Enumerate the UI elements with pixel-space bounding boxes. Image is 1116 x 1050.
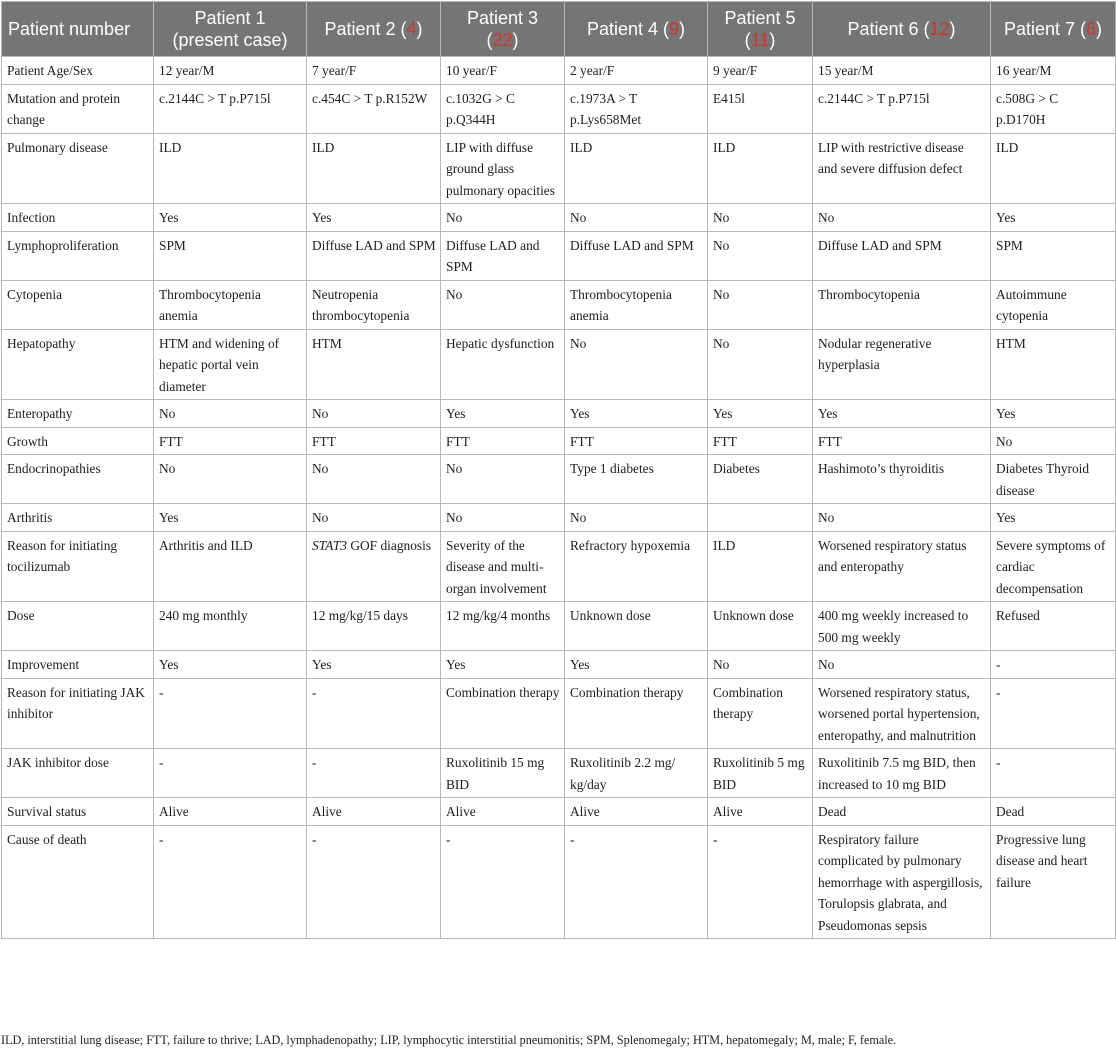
table-cell: Dead xyxy=(813,798,991,826)
table-cell: HTM xyxy=(991,329,1116,400)
row-label: Growth xyxy=(2,427,154,455)
row-label: Dose xyxy=(2,602,154,651)
table-row xyxy=(2,204,1116,232)
table-cell: FTT xyxy=(441,427,565,455)
header-patient-6 xyxy=(813,2,991,57)
table-cell: - xyxy=(307,749,441,798)
table-cell: Nodular regenerative hyperplasia xyxy=(813,329,991,400)
table-cell: Progressive lung disease and heart failure xyxy=(991,825,1116,939)
table-row xyxy=(2,84,1116,133)
table-cell: ILD xyxy=(565,133,708,204)
table-cell: Ruxolitinib 2.2 mg/ kg/day xyxy=(565,749,708,798)
patient-comparison-table xyxy=(1,1,1116,939)
table-cell: Dead xyxy=(991,798,1116,826)
table-cell: c.2144C > T p.P715l xyxy=(813,84,991,133)
header-paren: ( xyxy=(486,30,493,50)
table-cell: FTT xyxy=(154,427,307,455)
gene-name: STAT3 xyxy=(312,537,347,553)
table-cell: Unknown dose xyxy=(565,602,708,651)
table-cell: ILD xyxy=(991,133,1116,204)
table-cell: c.454C > T p.R152W xyxy=(307,84,441,133)
header-patient-4 xyxy=(565,2,708,57)
table-row xyxy=(2,57,1116,85)
table-cell: Combination therapy xyxy=(565,678,708,749)
table-cell: - xyxy=(154,678,307,749)
header-paren: ) xyxy=(416,19,423,39)
table-cell: Worsened respiratory status, worsened portal hypertension, enteropathy, and malnutrition xyxy=(813,678,991,749)
table-cell: Yes xyxy=(154,204,307,232)
table-cell: Combination therapy xyxy=(708,678,813,749)
table-cell: HTM xyxy=(307,329,441,400)
table-cell: 15 year/M xyxy=(813,57,991,85)
table-cell: No xyxy=(708,204,813,232)
table-cell: 12 mg/kg/15 days xyxy=(307,602,441,651)
table-cell xyxy=(708,504,813,532)
table-row xyxy=(2,504,1116,532)
table-cell: FTT xyxy=(708,427,813,455)
table-row xyxy=(2,329,1116,400)
row-label: Reason for initiating tocilizumab xyxy=(2,531,154,602)
reference-link[interactable]: 22 xyxy=(492,30,513,50)
table-cell: No xyxy=(441,455,565,504)
table-cell: 16 year/M xyxy=(991,57,1116,85)
table-cell: - xyxy=(307,678,441,749)
row-label: Improvement xyxy=(2,651,154,679)
table-row xyxy=(2,825,1116,939)
table-cell: - xyxy=(565,825,708,939)
table-cell: c.2144C > T p.P715l xyxy=(154,84,307,133)
reference-link[interactable]: 6 xyxy=(1086,19,1097,39)
header-patient-4-main: Patient 4 ( xyxy=(586,19,670,39)
header-patient-2 xyxy=(307,2,441,57)
row-label: Endocrinopathies xyxy=(2,455,154,504)
table-row xyxy=(2,427,1116,455)
row-label: Survival status xyxy=(2,798,154,826)
reference-link[interactable]: 9 xyxy=(669,19,680,39)
table-cell: Yes xyxy=(441,651,565,679)
table-cell: - xyxy=(991,651,1116,679)
row-label: Pulmonary disease xyxy=(2,133,154,204)
table-cell: 240 mg monthly xyxy=(154,602,307,651)
table-cell: No xyxy=(154,455,307,504)
table-row xyxy=(2,231,1116,280)
table-cell: No xyxy=(565,329,708,400)
row-label: Lymphoproliferation xyxy=(2,231,154,280)
table-cell: c.508G > C p.D170H xyxy=(991,84,1116,133)
table-cell: SPM xyxy=(991,231,1116,280)
table-cell: Hepatic dysfunction xyxy=(441,329,565,400)
table-cell: Alive xyxy=(565,798,708,826)
header-patient-7-main: Patient 7 ( xyxy=(1003,19,1087,39)
header-patient-1 xyxy=(154,2,307,57)
table-cell: Unknown dose xyxy=(708,602,813,651)
row-label: Reason for initiating JAK inhibitor xyxy=(2,678,154,749)
header-paren: ) xyxy=(512,30,519,50)
header-paren: ( xyxy=(744,30,751,50)
reference-link[interactable]: 4 xyxy=(406,19,417,39)
table-cell: FTT xyxy=(813,427,991,455)
table-cell: No xyxy=(307,400,441,428)
table-row xyxy=(2,455,1116,504)
header-paren: ) xyxy=(769,30,776,50)
table-row xyxy=(2,678,1116,749)
table-cell: LIP with diffuse ground glass pulmonary opacities xyxy=(441,133,565,204)
table-cell: Hashimoto’s thyroiditis xyxy=(813,455,991,504)
table-cell: E415l xyxy=(708,84,813,133)
table-cell: No xyxy=(307,455,441,504)
table-cell: 9 year/F xyxy=(708,57,813,85)
table-cell: Severity of the disease and multi-organ involvement xyxy=(441,531,565,602)
table-cell: Combination therapy xyxy=(441,678,565,749)
table-cell: No xyxy=(813,204,991,232)
row-label: Hepatopathy xyxy=(2,329,154,400)
table-cell: Ruxolitinib 15 mg BID xyxy=(441,749,565,798)
table-cell: LIP with restrictive disease and severe diffusion defect xyxy=(813,133,991,204)
table-cell: Yes xyxy=(813,400,991,428)
table-cell: Refractory hypoxemia xyxy=(565,531,708,602)
table-cell: - xyxy=(708,825,813,939)
table-cell: No xyxy=(813,504,991,532)
table-cell: - xyxy=(441,825,565,939)
row-label: Enteropathy xyxy=(2,400,154,428)
header-paren: ) xyxy=(949,19,956,39)
table-cell: Ruxolitinib 7.5 mg BID, then increased to 10 mg BID xyxy=(813,749,991,798)
table-cell: Yes xyxy=(708,400,813,428)
table-cell: c.1032G > C p.Q344H xyxy=(441,84,565,133)
header-patient-6-main: Patient 6 ( xyxy=(847,19,930,39)
table-cell: Respiratory failure complicated by pulmonary hemorrhage with aspergillosis, Torulopsis glabrata, and Pseudomonas sepsis xyxy=(813,825,991,939)
table-cell: - xyxy=(307,825,441,939)
table-cell: Yes xyxy=(565,651,708,679)
table-row xyxy=(2,280,1116,329)
table-cell: - xyxy=(991,678,1116,749)
table-cell: Thrombocytopenia anemia xyxy=(154,280,307,329)
table-cell: Alive xyxy=(307,798,441,826)
table-cell: No xyxy=(813,651,991,679)
row-label: JAK inhibitor dose xyxy=(2,749,154,798)
table-row xyxy=(2,531,1116,602)
table-cell: Autoimmune cytopenia xyxy=(991,280,1116,329)
table-cell: ILD xyxy=(708,133,813,204)
table-cell: ILD xyxy=(154,133,307,204)
table-cell: No xyxy=(991,427,1116,455)
table-cell: Alive xyxy=(154,798,307,826)
table-cell: 12 mg/kg/4 months xyxy=(441,602,565,651)
header-paren: ) xyxy=(1096,19,1103,39)
reference-link[interactable]: 11 xyxy=(750,30,770,50)
table-cell: - xyxy=(991,749,1116,798)
table-cell: Alive xyxy=(708,798,813,826)
table-cell: No xyxy=(441,204,565,232)
table-cell: Yes xyxy=(991,400,1116,428)
row-label: Mutation and protein change xyxy=(2,84,154,133)
table-cell: Yes xyxy=(441,400,565,428)
table-cell: - xyxy=(154,749,307,798)
table-cell: Ruxolitinib 5 mg BID xyxy=(708,749,813,798)
header-patient-2-main: Patient 2 ( xyxy=(324,19,407,39)
table-row xyxy=(2,400,1116,428)
table-cell: Yes xyxy=(565,400,708,428)
header-patient-1-sub: (present case) xyxy=(172,30,288,50)
header-patient-1-main: Patient 1 xyxy=(194,8,266,28)
table-cell: Yes xyxy=(154,504,307,532)
table-cell: 400 mg weekly increased to 500 mg weekly xyxy=(813,602,991,651)
table-cell: Yes xyxy=(307,204,441,232)
table-cell: FTT xyxy=(565,427,708,455)
table-cell: No xyxy=(565,504,708,532)
header-row xyxy=(2,2,1116,57)
table-cell: No xyxy=(307,504,441,532)
table-cell: Yes xyxy=(307,651,441,679)
header-row-label: Patient number xyxy=(2,2,154,57)
table-cell: Neutropenia thrombocytopenia xyxy=(307,280,441,329)
table-cell: Worsened respiratory status and enteropathy xyxy=(813,531,991,602)
row-label: Patient Age/Sex xyxy=(2,57,154,85)
table-cell: Severe symptoms of cardiac decompensation xyxy=(991,531,1116,602)
table-cell: Refused xyxy=(991,602,1116,651)
table-cell: No xyxy=(708,231,813,280)
table-cell: 2 year/F xyxy=(565,57,708,85)
header-patient-3 xyxy=(441,2,565,57)
table-row xyxy=(2,602,1116,651)
table-cell: 10 year/F xyxy=(441,57,565,85)
table-cell: Diffuse LAD and SPM xyxy=(813,231,991,280)
table-cell: No xyxy=(441,280,565,329)
row-label: Cytopenia xyxy=(2,280,154,329)
table-footnote: ILD, interstitial lung disease; FTT, failure to thrive; LAD, lymphadenopathy; LIP, lymphocytic interstitial pneumonitis; SPM, Splenomegaly; HTM, hepatomegaly; M, male; F, female. xyxy=(1,1033,897,1047)
table-cell: Yes xyxy=(154,651,307,679)
table-cell: Diffuse LAD and SPM xyxy=(441,231,565,280)
table-cell: Alive xyxy=(441,798,565,826)
table-cell: No xyxy=(441,504,565,532)
table-cell: ILD xyxy=(708,531,813,602)
table-cell: - xyxy=(154,825,307,939)
row-label: Arthritis xyxy=(2,504,154,532)
table-cell: Diffuse LAD and SPM xyxy=(307,231,441,280)
table-row xyxy=(2,749,1116,798)
cell-text: GOF diagnosis xyxy=(350,537,432,553)
table-cell: Diabetes Thyroid disease xyxy=(991,455,1116,504)
header-paren: ) xyxy=(679,19,686,39)
header-patient-7 xyxy=(991,2,1116,57)
table-cell: No xyxy=(565,204,708,232)
table-cell: HTM and widening of hepatic portal vein diameter xyxy=(154,329,307,400)
header-patient-3-main: Patient 3 xyxy=(466,8,539,28)
table-body xyxy=(2,57,1116,939)
table-cell: Yes xyxy=(991,504,1116,532)
table-cell: No xyxy=(154,400,307,428)
table-cell: FTT xyxy=(307,427,441,455)
table-cell: Type 1 diabetes xyxy=(565,455,708,504)
table-cell: No xyxy=(708,651,813,679)
table-cell: 7 year/F xyxy=(307,57,441,85)
row-label: Cause of death xyxy=(2,825,154,939)
table-cell: 12 year/M xyxy=(154,57,307,85)
table-cell: ILD xyxy=(307,133,441,204)
table-cell: Yes xyxy=(991,204,1116,232)
table-cell: Diffuse LAD and SPM xyxy=(565,231,708,280)
table-cell: No xyxy=(708,280,813,329)
table-cell: SPM xyxy=(154,231,307,280)
table-cell xyxy=(307,531,441,602)
table-cell: No xyxy=(708,329,813,400)
table-cell: c.1973A > T p.Lys658Met xyxy=(565,84,708,133)
table-cell: Diabetes xyxy=(708,455,813,504)
table-row xyxy=(2,651,1116,679)
header-patient-5 xyxy=(708,2,813,57)
row-label: Infection xyxy=(2,204,154,232)
table-row xyxy=(2,798,1116,826)
table-row xyxy=(2,133,1116,204)
table-cell: Arthritis and ILD xyxy=(154,531,307,602)
reference-link[interactable]: 12 xyxy=(929,19,950,39)
table-cell: Thrombocytopenia xyxy=(813,280,991,329)
header-patient-5-main: Patient 5 xyxy=(724,8,796,28)
table-cell: Thrombocytopenia anemia xyxy=(565,280,708,329)
